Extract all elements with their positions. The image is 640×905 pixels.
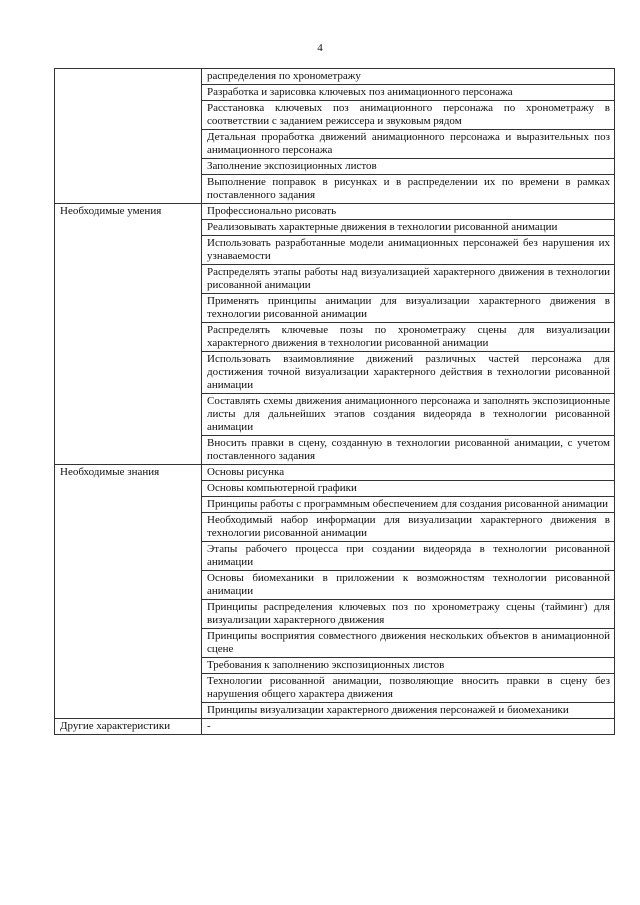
task-item: Технологии рисованной анимации, позволяющие вносить правки в сцену без нарушения общего характера движения (202, 674, 615, 703)
task-item: Требования к заполнению экспозиционных листов (202, 658, 615, 674)
task-item: Составлять схемы движения анимационного персонажа и заполнять экспозиционные листы для дальнейших этапов создания видеоряда в технологии рисованной анимации (202, 394, 615, 436)
task-item: Принципы распределения ключевых поз по хронометражу сцены (тайминг) для визуализации характерного движения (202, 600, 615, 629)
page-number: 4 (317, 42, 323, 54)
table-row (55, 204, 615, 220)
task-item: Выполнение поправок в рисунках и в распределении их по времени в рамках поставленного задания (202, 175, 615, 204)
task-item: Использовать взаимовлияние движений различных частей персонажа для достижения точной визуализации характерного действия в технологии рисованной анимации (202, 352, 615, 394)
task-item: Заполнение экспозиционных листов (202, 159, 615, 175)
section-label (55, 69, 202, 204)
task-item: Распределять этапы работы над визуализацией характерного движения в технологии рисованной анимации (202, 265, 615, 294)
task-item: Детальная проработка движений анимационного персонажа и выразительных поз анимационного персонажа (202, 130, 615, 159)
table-row (55, 719, 615, 735)
task-item: Принципы визуализации характерного движения персонажей и биомеханики (202, 703, 615, 719)
section-label: Другие характеристики (55, 719, 202, 735)
task-item: Основы рисунка (202, 465, 615, 481)
task-item: Применять принципы анимации для визуализации характерного движения в технологии рисованной анимации (202, 294, 615, 323)
section-label: Необходимые умения (55, 204, 202, 465)
task-item: Профессионально рисовать (202, 204, 615, 220)
task-item: Принципы работы с программным обеспечением для создания рисованной анимации (202, 497, 615, 513)
task-item: Разработка и зарисовка ключевых поз анимационного персонажа (202, 85, 615, 101)
task-item: Распределять ключевые позы по хронометражу сцены для визуализации характерного движения в технологии рисованной анимации (202, 323, 615, 352)
task-item: Использовать разработанные модели анимационных персонажей без нарушения их узнаваемости (202, 236, 615, 265)
task-item: Основы компьютерной графики (202, 481, 615, 497)
task-item: Вносить правки в сцену, созданную в технологии рисованной анимации, с учетом поставленного задания (202, 436, 615, 465)
task-item: Реализовывать характерные движения в технологии рисованной анимации (202, 220, 615, 236)
task-item: Расстановка ключевых поз анимационного персонажа по хронометражу в соответствии с заданием режиссера и звуковым рядом (202, 101, 615, 130)
job-function-table (54, 68, 615, 735)
section-label: Необходимые знания (55, 465, 202, 719)
task-item: - (202, 719, 615, 735)
task-item: Основы биомеханики в приложении к возможностям технологии рисованной анимации (202, 571, 615, 600)
task-item: Необходимый набор информации для визуализации характерного движения в технологии рисованной анимации (202, 513, 615, 542)
task-item: Принципы восприятия совместного движения нескольких объектов в анимационной сцене (202, 629, 615, 658)
task-item: Этапы рабочего процесса при создании видеоряда в технологии рисованной анимации (202, 542, 615, 571)
task-item: распределения по хронометражу (202, 69, 615, 85)
table-row (55, 69, 615, 85)
table-row (55, 465, 615, 481)
